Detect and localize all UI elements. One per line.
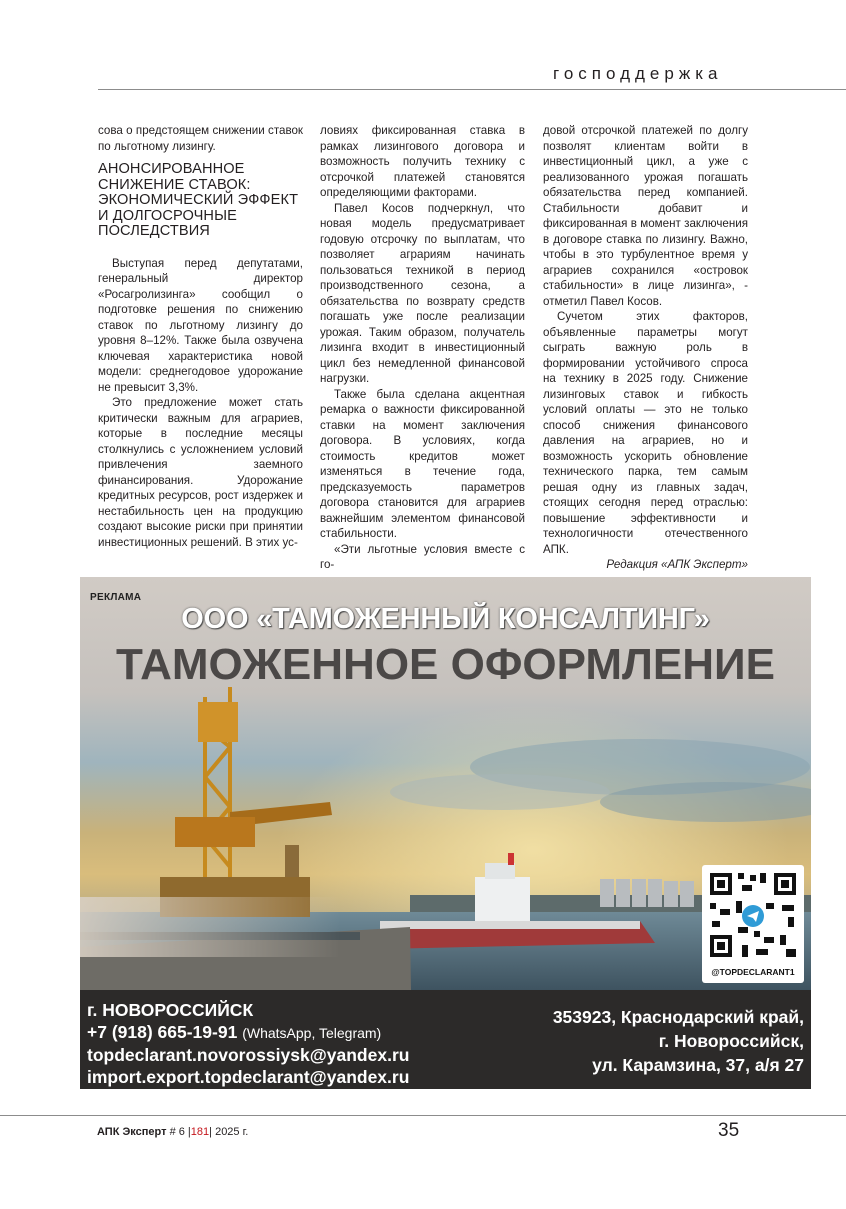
section-label: господдержка [553, 64, 723, 83]
ad-email-2[interactable]: import.export.topdeclarant@yandex.ru [87, 1067, 410, 1087]
article-column-3 [543, 123, 748, 573]
ad-label: РЕКЛАМА [90, 592, 142, 603]
article-signature: Редакция «АПК Эксперт» [606, 558, 748, 571]
paragraph: Также была сделана акцентная ремарка о важности фиксированной ставки на момент заключения договора. В условиях, когда стоимость кредитов может изменяться в течение года, предсказуемость параметров договора становится для аграриев важнейшим элементом финансовой стабильности. [320, 387, 525, 540]
article-column-1 [98, 123, 303, 550]
ad-contact-band [80, 990, 811, 1089]
qr-code[interactable] [702, 865, 804, 983]
ad-phone-note: (WhatsApp, Telegram) [242, 1025, 382, 1041]
article-column-2 [320, 123, 525, 573]
ad-address-line-1: 353923, Краснодарский край, [552, 1007, 804, 1027]
ad-company-name: ООО «ТАМОЖЕННЫЙ КОНСАЛТИНГ» [181, 603, 710, 635]
ad-contacts [87, 999, 409, 1088]
paragraph: сова о предстоящем снижении ставок по льготному лизингу. [98, 124, 303, 153]
paragraph: Это предложение может стать критически важным для аграриев, которые в последние месяцы столкнулись с усложнением условий привлечения заемного финансирования. Удорожание кредитных ресурсов, рост издержек и нестабильность цен на продукцию создают высокие риски при принятии инвестиционных решений. В этих ус- [98, 396, 303, 549]
issue-prefix: # 6 | [169, 1126, 191, 1138]
ad-city: г. НОВОРОССИЙСК [87, 1000, 254, 1020]
issue-year: | 2025 г. [209, 1126, 249, 1138]
page-number: 35 [718, 1120, 740, 1141]
footer-magazine-info [97, 1126, 248, 1138]
paragraph: «Эти льготные условия вместе с го- [320, 542, 525, 571]
header-rule [98, 89, 846, 90]
ad-address-line-3: ул. Карамзина, 37, а/я 27 [592, 1055, 804, 1075]
qr-code-icon [702, 865, 804, 965]
paragraph: Выступая перед депутатами, генеральный директор «Росагролизинга» сообщил о подготовке решения по снижению ставок по льготному лизингу до уровня 8–12%. Также была озвучена ключевая характеристика новой модели: среднегодовое удорожание не превысит 3,3%. [98, 256, 303, 394]
paragraph: ловиях фиксированная ставка в рамках лизингового договора и возможность получить технику с отсрочкой платежей становятся определяющими факторами. [320, 124, 525, 199]
advertisement [80, 577, 811, 1089]
ad-address [553, 1005, 804, 1077]
paragraph: довой отсрочкой платежей по долгу позволят клиентам войти в инвестиционный цикл, а уже с реализованного урожая погашать обязательства перед компанией. Стабильности добавит и фиксированная в момент заключения в договоре ставка по лизингу. Важно, чтобы в это турбулентное время у аграриев сохранился «островок стабильности» в лице лизинга», - отметил Павел Косов. [543, 124, 748, 308]
ad-email-1[interactable]: topdeclarant.novorossiysk@yandex.ru [87, 1045, 410, 1065]
article-heading: АНОНСИРОВАННОЕ СНИЖЕНИЕ СТАВОК: ЭКОНОМИЧЕСКИЙ ЭФФЕКТ И ДОЛГОСРОЧНЫЕ ПОСЛЕДСТВИЯ [98, 161, 299, 240]
magazine-name: АПК Эксперт [97, 1126, 167, 1138]
ad-service-title: ТАМОЖЕННОЕ ОФОРМЛЕНИЕ [115, 640, 776, 689]
paragraph: Павел Косов подчеркнул, что новая модель предусматривает годовую отсрочку по выплатам, что позволяет аграриям начинать пользоваться техникой в период производственного сезона, а обязательства по возврату средств погашать уже после реализации урожая. Таким образом, получатель лизинга входит в инвестиционный цикл без немедленной финансовой нагрузки. [320, 201, 525, 385]
ad-phone-line[interactable] [87, 1021, 409, 1044]
ad-address-line-2: г. Новороссийск, [658, 1031, 804, 1051]
ad-phone: +7 (918) 665-19-91 [87, 1022, 238, 1042]
issue-number: 181 [190, 1126, 210, 1138]
qr-caption: @TOPDECLARANT1 [711, 967, 795, 977]
paragraph: Сучетом этих факторов, объявленные параметры могут сыграть важную роль в формировании устойчивого спроса на технику в 2025 году. Снижение лизинговых ставок и гибкость условий оплаты — это не только способ снижения финансового давления на аграриев, но и возможность ускорить обновление технического парка, тем самым решая одну из главных задач, стоящих сегодня перед отраслью: повышение эффективности и технологичности отечественного АПК. [543, 310, 748, 556]
footer-rule [0, 1115, 846, 1116]
